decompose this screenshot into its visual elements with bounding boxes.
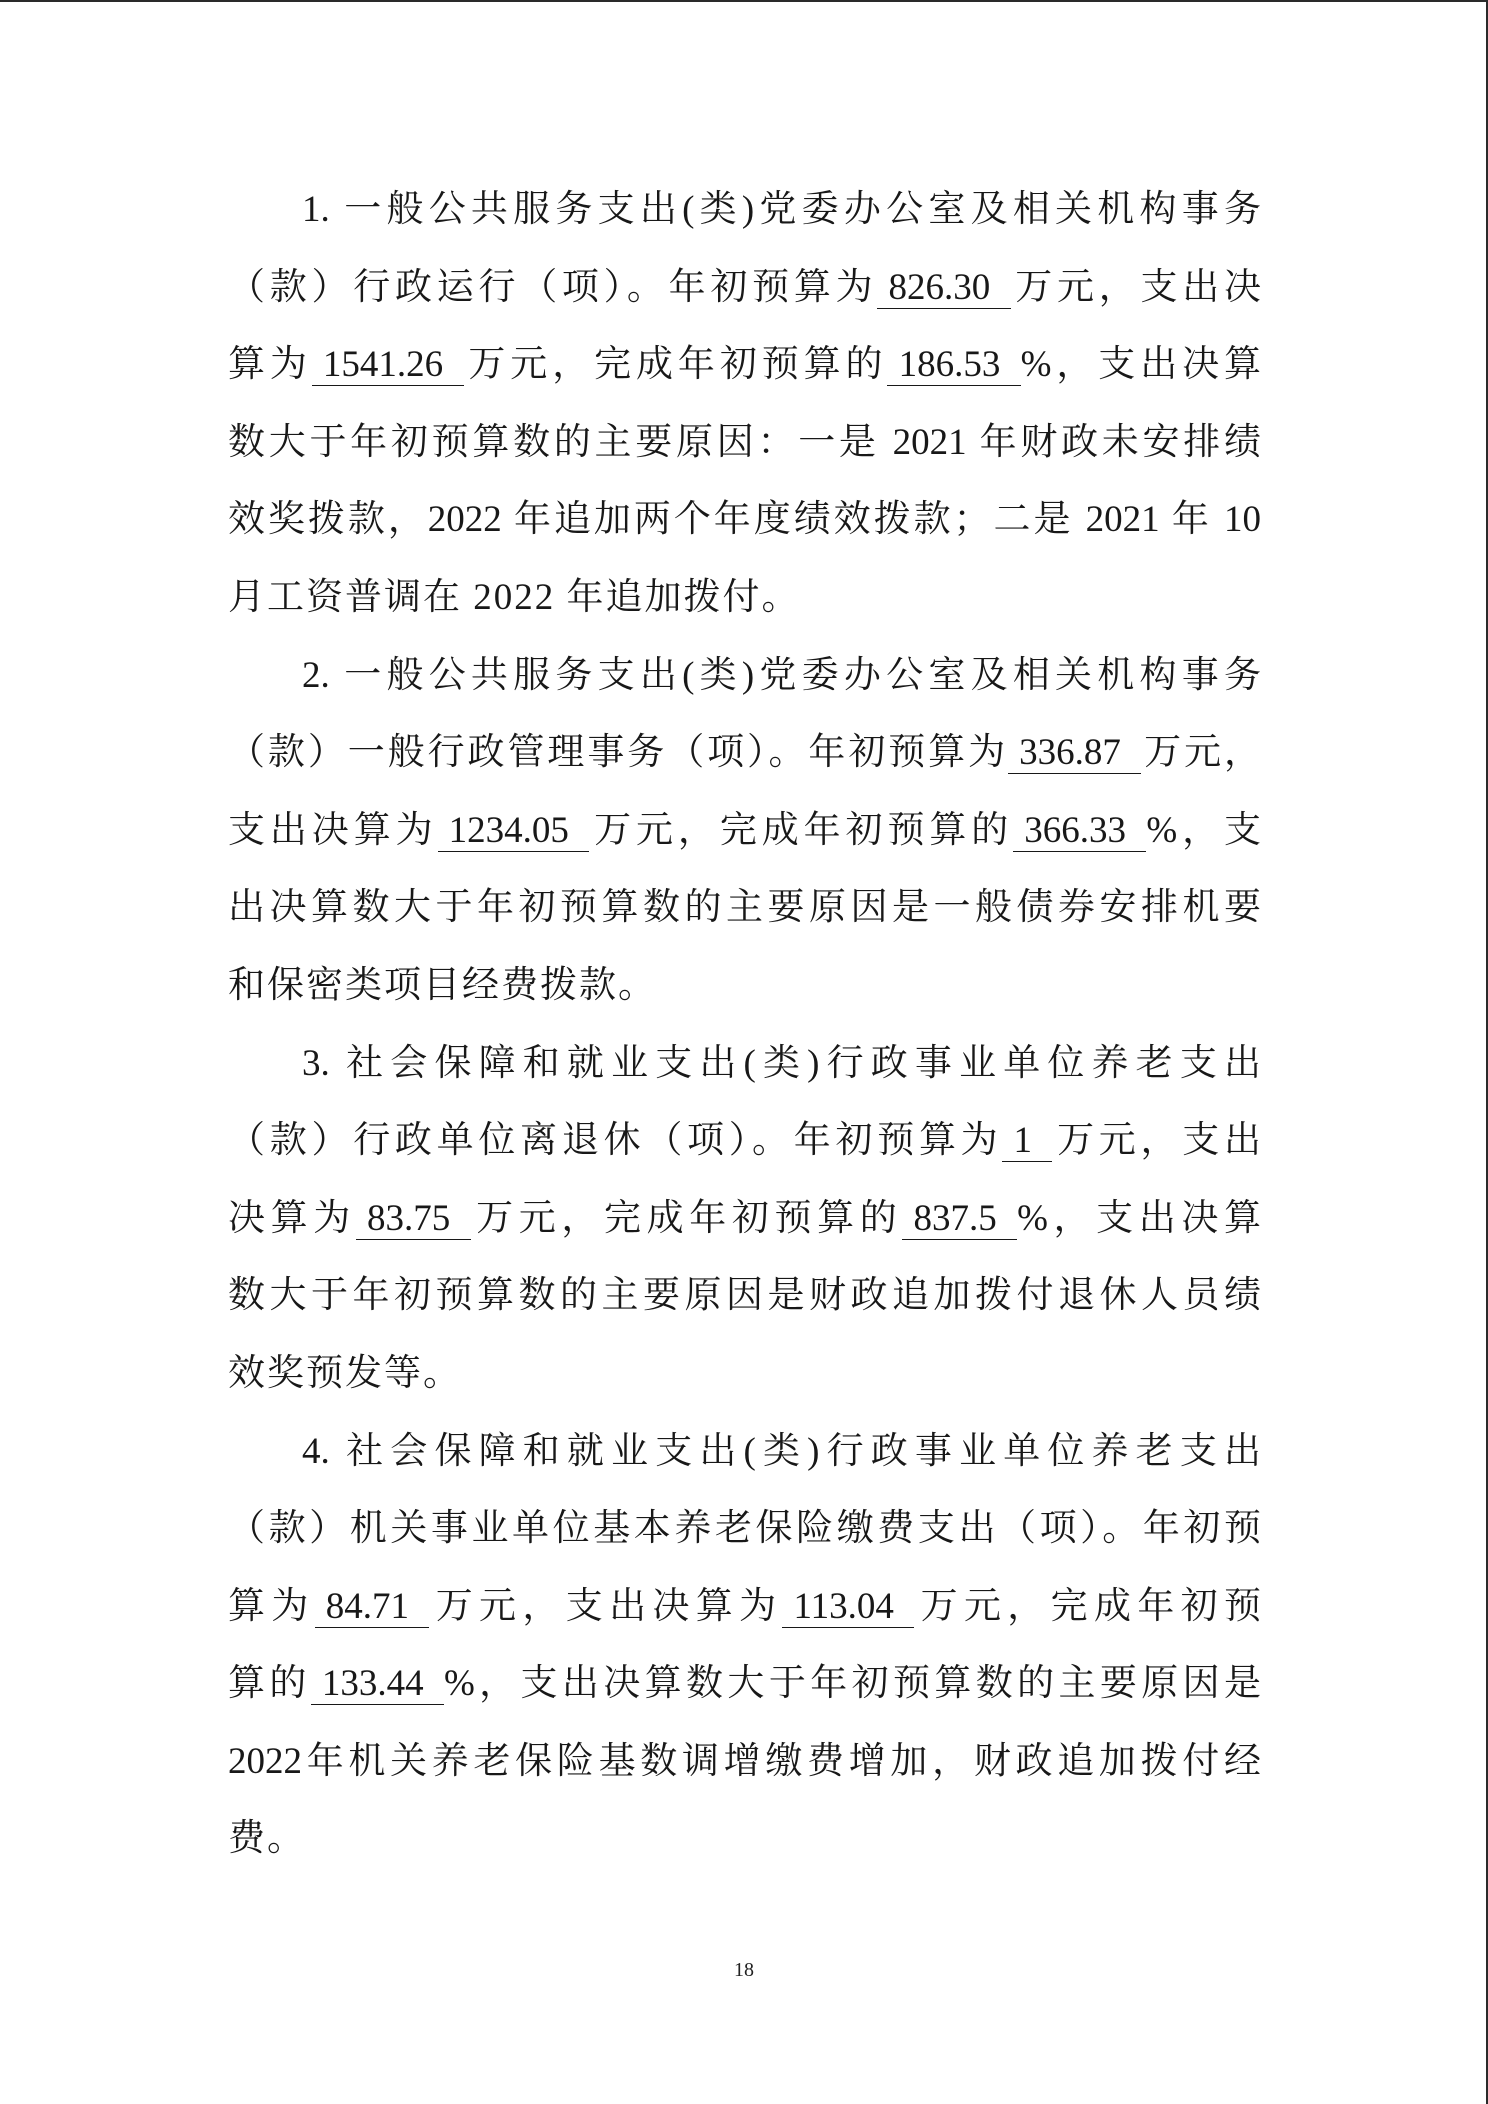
text-line bbox=[228, 404, 1261, 482]
line-text: 3. 社会保障和就业支出(类)行政事业单位养老支出 bbox=[302, 1042, 1261, 1084]
underlined-amount: 84.71 bbox=[315, 1586, 430, 1628]
text-line bbox=[228, 1800, 1261, 1878]
paragraph-1 bbox=[228, 171, 1261, 637]
line-text: （款）一般行政管理事务（项）。年初预算为 bbox=[228, 732, 1009, 774]
line-text: 万元，支出决算为 bbox=[429, 1585, 783, 1627]
line-text: 万元， bbox=[1141, 732, 1261, 774]
line-text: 万元，支出 bbox=[1052, 1120, 1262, 1162]
underlined-amount: 837.5 bbox=[902, 1198, 1017, 1240]
page-number: 18 bbox=[734, 1959, 754, 1981]
underlined-amount: 826.30 bbox=[877, 267, 1010, 309]
text-line bbox=[228, 714, 1261, 792]
underlined-amount: 186.53 bbox=[887, 344, 1020, 386]
line-text: 万元，支出决 bbox=[1010, 266, 1262, 308]
line-text: %，支出决算 bbox=[1017, 1197, 1262, 1239]
underlined-amount: 113.04 bbox=[782, 1586, 914, 1628]
text-line bbox=[228, 869, 1261, 947]
text-line bbox=[228, 792, 1261, 870]
line-text: 4. 社会保障和就业支出(类)行政事业单位养老支出 bbox=[302, 1430, 1261, 1472]
text-line bbox=[228, 947, 1261, 1025]
document-body bbox=[228, 171, 1261, 1878]
line-text: 万元，完成年初预算的 bbox=[470, 1197, 903, 1239]
line-text: 支出决算为 bbox=[228, 809, 438, 851]
text-line bbox=[228, 1257, 1261, 1335]
line-text: 和保密类项目经费拨款。 bbox=[228, 964, 657, 1006]
text-line bbox=[228, 1413, 1261, 1491]
line-text: %，支出决算 bbox=[1020, 344, 1262, 386]
underlined-amount: 336.87 bbox=[1008, 732, 1141, 774]
line-text: 费。 bbox=[228, 1818, 306, 1860]
line-text: 月工资普调在 2022 年追加拨付。 bbox=[228, 576, 801, 618]
line-text: 效奖预发等。 bbox=[228, 1352, 462, 1394]
line-text: 决算为 bbox=[228, 1197, 356, 1239]
text-line bbox=[228, 559, 1261, 637]
line-text: 算的 bbox=[228, 1663, 311, 1705]
text-line bbox=[228, 1645, 1261, 1723]
underlined-amount: 83.75 bbox=[356, 1198, 471, 1240]
text-line bbox=[228, 1335, 1261, 1413]
text-line bbox=[228, 1723, 1261, 1801]
line-text: 万元，完成年初预 bbox=[914, 1585, 1262, 1627]
line-text: 1. 一般公共服务支出(类)党委办公室及相关机构事务 bbox=[302, 189, 1261, 230]
paragraph-4 bbox=[228, 1413, 1261, 1879]
text-line bbox=[228, 1568, 1261, 1646]
underlined-amount: 1 bbox=[1002, 1120, 1052, 1162]
line-text: 万元，完成年初预算的 bbox=[589, 809, 1014, 851]
text-line bbox=[228, 326, 1261, 404]
line-text: %，支出决算数大于年初预算数的主要原因是 bbox=[443, 1663, 1261, 1705]
line-text: 算为 bbox=[228, 344, 312, 386]
text-line bbox=[228, 637, 1261, 715]
underlined-amount: 133.44 bbox=[311, 1663, 444, 1705]
paragraph-2 bbox=[228, 637, 1261, 1025]
paragraph-3 bbox=[228, 1025, 1261, 1413]
text-line bbox=[228, 249, 1261, 327]
line-text: 效奖拨款，2022 年追加两个年度绩效拨款；二是 2021 年 10 bbox=[228, 499, 1261, 541]
line-text: （款）行政单位离退休（项）。年初预算为 bbox=[228, 1120, 1003, 1162]
underlined-amount: 1541.26 bbox=[312, 344, 464, 386]
text-line bbox=[228, 171, 1261, 249]
line-text: 数大于年初预算数的主要原因是财政追加拨付退休人员绩 bbox=[228, 1275, 1261, 1317]
text-line bbox=[228, 1102, 1261, 1180]
text-line bbox=[228, 1180, 1261, 1258]
line-text: 数大于年初预算数的主要原因：一是 2021 年财政未安排绩 bbox=[228, 421, 1261, 463]
line-text: %，支 bbox=[1146, 809, 1262, 851]
line-text: 出决算数大于年初预算数的主要原因是一般债券安排机要 bbox=[228, 887, 1261, 929]
line-text: 2022年机关养老保险基数调增缴费增加，财政追加拨付经 bbox=[228, 1740, 1261, 1782]
text-line bbox=[228, 1025, 1261, 1103]
line-text: （款）行政运行（项）。年初预算为 bbox=[228, 266, 878, 308]
text-line bbox=[228, 481, 1261, 559]
line-text: 万元，完成年初预算的 bbox=[463, 344, 888, 386]
underlined-amount: 366.33 bbox=[1013, 810, 1146, 852]
underlined-amount: 1234.05 bbox=[438, 810, 590, 852]
text-line bbox=[228, 1490, 1261, 1568]
line-text: 2. 一般公共服务支出(类)党委办公室及相关机构事务 bbox=[302, 654, 1261, 696]
line-text: （款）机关事业单位基本养老保险缴费支出（项）。年初预 bbox=[228, 1508, 1261, 1550]
line-text: 算为 bbox=[228, 1585, 315, 1627]
